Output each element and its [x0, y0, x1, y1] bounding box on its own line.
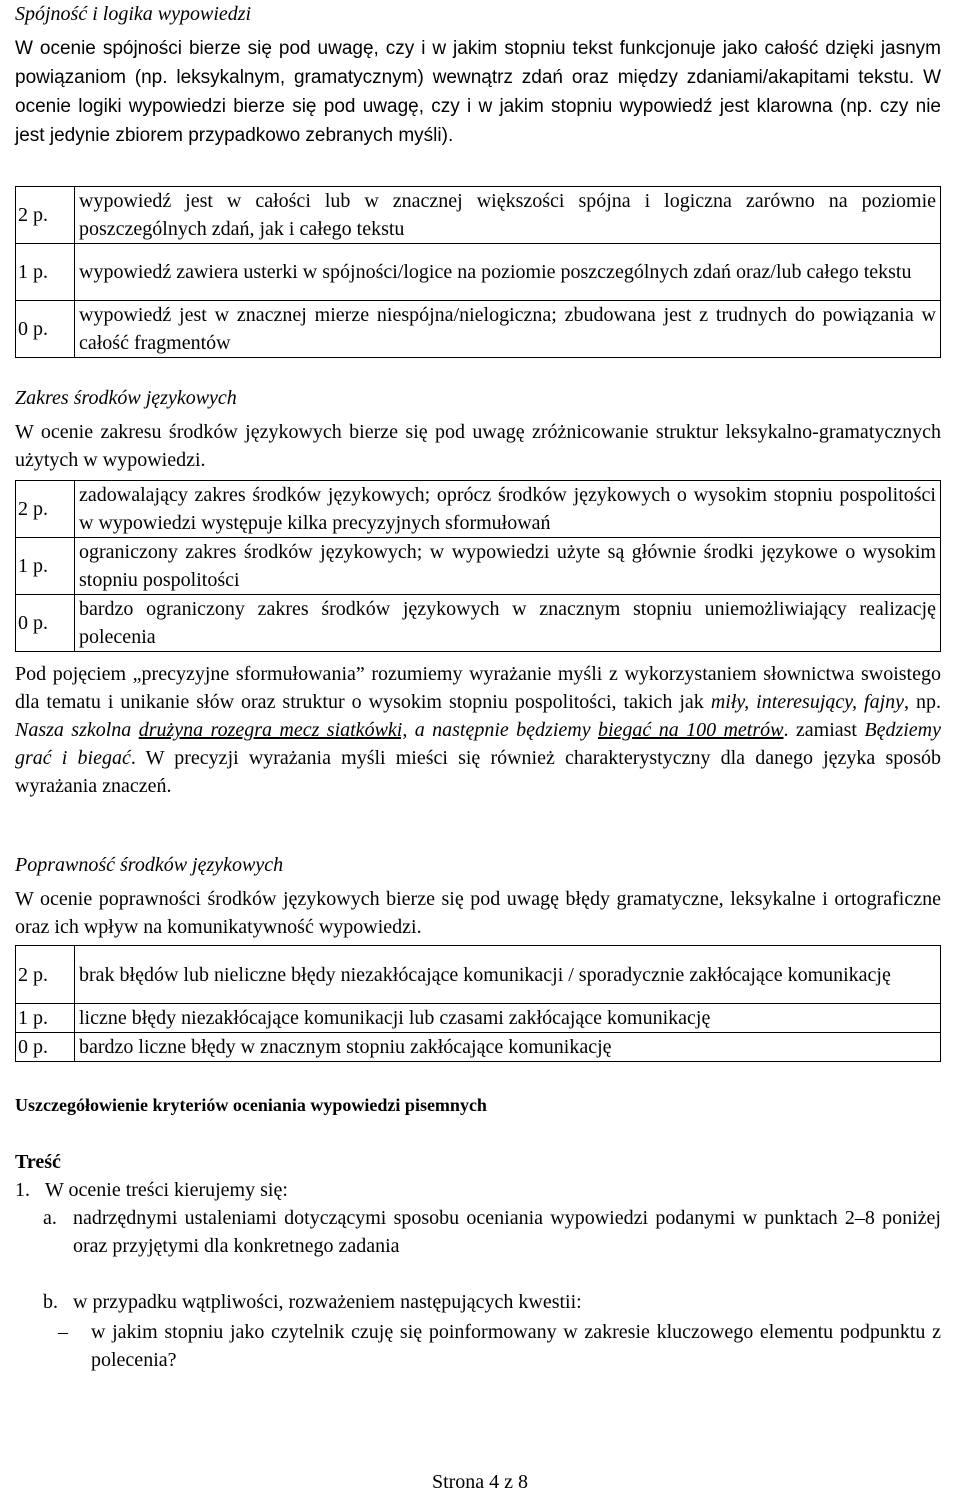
- criteria-details-heading: Uszczegółowienie kryteriów oceniania wypowiedzi pisemnych: [15, 1095, 487, 1115]
- list-item: [43, 1288, 941, 1316]
- section-title-poprawnosc: Poprawność środków językowych: [15, 854, 284, 876]
- tresc-heading: Treść: [15, 1151, 61, 1173]
- list-letter: a.: [43, 1207, 57, 1229]
- precise-phrases-note: Pod pojęciem „precyzyjne sformułowania” rozumiemy wyrażanie myśli z wykorzystaniem słownictwa swoistego dla tematu i unikanie słów oraz struktur o wysokim stopniu pospolitości, takich jak miły, interesujący, fajny, np. Nasza szkolna drużyna rozegra mecz siatkówki, a następnie będziemy biegać na 100 metrów. zamiast Będziemy grać i biegać. W precyzji wyrażania myśli mieści się również charakterystyczny dla danego języka sposób wyrażania znaczeń.: [15, 663, 942, 797]
- section-title-zakres: Zakres środków językowych: [15, 387, 237, 409]
- criteria-description: wypowiedź jest w całości lub w znacznej większości spójna i logiczna zarówno na poziomie poszczególnych zdań, jak i całego tekstu: [75, 187, 941, 244]
- criteria-points: 1 p.: [16, 1004, 75, 1033]
- section-intro-spojnosc: W ocenie spójności bierze się pod uwagę, czy i w jakim stopniu tekst funkcjonuje jako całość dzięki jasnym powiązaniom (np. leksykalnym, gramatycznym) wewnątrz zdań oraz między zdaniami/akapitami tekstu. W ocenie logiki wypowiedzi bierze się pod uwagę, czy i w jakim stopniu wypowiedź jest klarowna (np. czy nie jest jedynie zbiorem przypadkowo zebranych myśli).: [15, 38, 941, 146]
- list-item: [35, 1318, 941, 1374]
- criteria-row: [16, 595, 941, 652]
- list-text: nadrzędnymi ustaleniami dotyczącymi sposobu oceniania wypowiedzi podanymi w punktach 2–8 poniżej oraz przyjętymi dla konkretnego zadania: [73, 1207, 941, 1257]
- criteria-table-zakres: [15, 480, 941, 652]
- list-text: w przypadku wątpliwości, rozważeniem następujących kwestii:: [73, 1291, 582, 1313]
- criteria-description: ograniczony zakres środków językowych; w wypowiedzi użyte są głównie środki językowe o wysokim stopniu pospolitości: [75, 538, 941, 595]
- list-text: w jakim stopniu jako czytelnik czuję się poinformowany w zakresie kluczowego elementu podpunktu z polecenia?: [91, 1321, 941, 1371]
- section-intro-poprawnosc: W ocenie poprawności środków językowych bierze się pod uwagę błędy gramatyczne, leksykalne i ortograficzne oraz ich wpływ na komunikatywność wypowiedzi.: [15, 888, 941, 938]
- page-footer: Strona 4 z 8: [431, 1471, 529, 1493]
- list-item: [15, 1176, 941, 1204]
- criteria-row: [16, 946, 941, 1004]
- criteria-points: 0 p.: [16, 1033, 75, 1062]
- criteria-points: 2 p.: [16, 946, 75, 1004]
- criteria-description: bardzo liczne błędy w znacznym stopniu zakłócające komunikację: [75, 1033, 941, 1062]
- criteria-description: zadowalający zakres środków językowych; oprócz środków językowych o wysokim stopniu pospolitości w wypowiedzi występuje kilka precyzyjnych sformułowań: [75, 481, 941, 538]
- criteria-row: [16, 244, 941, 301]
- list-number: 1.: [15, 1179, 30, 1201]
- criteria-row: [16, 481, 941, 538]
- criteria-row: [16, 1033, 941, 1062]
- criteria-description: brak błędów lub nieliczne błędy niezakłócające komunikacji / sporadycznie zakłócające komunikację: [75, 946, 941, 1004]
- criteria-points: 2 p.: [16, 481, 75, 538]
- criteria-table-spojnosc: [15, 186, 941, 358]
- criteria-description: liczne błędy niezakłócające komunikacji lub czasami zakłócające komunikację: [75, 1004, 941, 1033]
- criteria-row: [16, 538, 941, 595]
- criteria-points: 0 p.: [16, 301, 75, 358]
- criteria-points: 1 p.: [16, 538, 75, 595]
- section-title-spojnosc: Spójność i logika wypowiedzi: [15, 3, 252, 25]
- criteria-description: wypowiedź jest w znacznej mierze niespójna/nielogiczna; zbudowana jest z trudnych do powiązania w całość fragmentów: [75, 301, 941, 358]
- criteria-row: [16, 1004, 941, 1033]
- list-text: W ocenie treści kierujemy się:: [45, 1179, 288, 1201]
- criteria-row: [16, 301, 941, 358]
- criteria-table-poprawnosc: [15, 945, 941, 1062]
- criteria-points: 1 p.: [16, 244, 75, 301]
- criteria-points: 2 p.: [16, 187, 75, 244]
- criteria-row: [16, 187, 941, 244]
- dash-bullet: –: [58, 1321, 68, 1343]
- list-item: [43, 1204, 941, 1260]
- section-intro-zakres: W ocenie zakresu środków językowych bierze się pod uwagę zróżnicowanie struktur leksykalno-gramatycznych użytych w wypowiedzi.: [15, 421, 941, 471]
- criteria-points: 0 p.: [16, 595, 75, 652]
- criteria-description: wypowiedź zawiera usterki w spójności/logice na poziomie poszczególnych zdań oraz/lub całego tekstu: [75, 244, 941, 301]
- criteria-description: bardzo ograniczony zakres środków językowych w znacznym stopniu uniemożliwiający realizację polecenia: [75, 595, 941, 652]
- list-letter: b.: [43, 1291, 58, 1313]
